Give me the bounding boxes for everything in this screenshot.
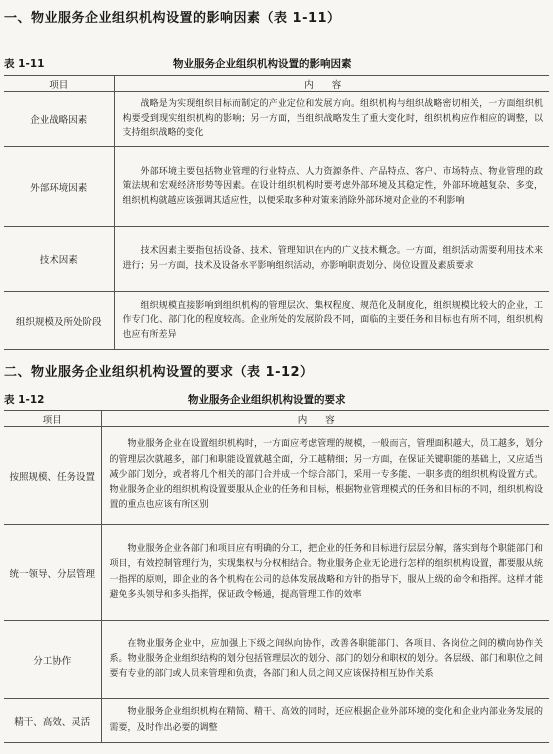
header-content: 内容	[114, 76, 549, 92]
table-header-row	[4, 411, 549, 427]
table-row	[4, 621, 549, 699]
header-item: 项目	[4, 76, 114, 92]
header-item: 项目	[4, 411, 101, 427]
row-item: 企业战略因素	[4, 92, 114, 147]
row-item: 精干、高效、灵活	[4, 699, 101, 743]
table-setup-requirements	[4, 410, 549, 743]
table-row	[4, 525, 549, 621]
table-row	[4, 699, 549, 743]
row-item: 统一领导、分层管理	[4, 525, 101, 621]
table2-title: 物业服务企业组织机构设置的要求	[188, 394, 346, 406]
row-item: 技术因素	[4, 227, 114, 292]
row-item: 按照规模、任务设置	[4, 427, 101, 525]
table-row	[4, 427, 549, 525]
row-content: 物业服务企业各部门和项目应有明确的分工，把企业的任务和目标进行层层分解，落实到每个职能部门和项目，有效控制管理行为，实现集权与分权相结合。物业服务企业无论进行怎样的组织机构设置，都要服从统一指挥的原则，即企业的各个机构在公司的总体发展战略和方针的指导下，服从上级的命令和指挥。这样才能避免多头领导和多头指挥，保证政令畅通，提高管理工作的效率	[101, 525, 549, 621]
table1-title: 物业服务企业组织机构设置的影响因素	[173, 58, 352, 70]
row-item: 分工协作	[4, 621, 101, 699]
row-content: 在物业服务企业中，应加强上下级之间纵向协作，改善各职能部门、各项目、各岗位之间的横向协作关系。物业服务企业组织结构的划分包括管理层次的划分、部门的划分和职权的划分。各层级、部门和职位之间要有专业的部门或人员来管理和负责，各部门和人员之间又应该保持相互协作关系	[101, 621, 549, 699]
table2-number: 表 1-12	[4, 394, 45, 406]
header-content: 内容	[101, 411, 549, 427]
section1-title: 一、物业服务企业组织机构设置的影响因素（表 1-11）	[4, 11, 341, 26]
row-content: 组织规模直接影响到组织机构的管理层次、集权程度、规范化及制度化，组织规模比较大的企业，工作专门化、部门化的程度较高。企业所处的发展阶段不同，面临的主要任务和目标也有所不同，组织机构也应有所差异	[114, 292, 549, 350]
row-content: 物业服务企业在设置组织机构时，一方面应考虑管理的规模，一般而言，管理面积越大，员工越多，划分的管理层次就越多，部门和职能设置就越全面，分工越精细；另一方面，在保证关键职能的基础上，又应适当减少部门划分，或者将几个相关的部门合并成一个综合部门，采用一专多能、一职多责的组织机构设置方式。物业服务企业的组织机构设置要服从企业的任务和目标，根据物业管理模式的任务和目标的不同，组织机构设置的重点也应该有所区别	[101, 427, 549, 525]
table-row	[4, 92, 549, 147]
table1-number: 表 1-11	[4, 58, 45, 70]
row-content: 战略是为实现组织目标而制定的产业定位和发展方向。组织机构与组织战略密切相关，一方面组织机构要受到现实组织机构的影响；另一方面，当组织战略发生了重大变化时，组织机构应作相应的调整，以支持组织战略的变化	[114, 92, 549, 147]
table-header-row	[4, 76, 549, 92]
table-row	[4, 292, 549, 350]
table-row	[4, 227, 549, 292]
row-content: 外部环境主要包括物业管理的行业特点、人力资源条件、产品特点、客户、市场特点、物业管理的政策法规和宏观经济形势等因素。在设计组织机构时要考虑外部环境及其稳定性，外部环境越复杂、多变，组织机构就越应该强调其适应性，以便采取多种对策来消除外部环境对企业的不利影响	[114, 147, 549, 227]
table-row	[4, 147, 549, 227]
section2-title: 二、物业服务企业组织机构设置的要求（表 1-12）	[4, 365, 314, 380]
row-item: 组织规模及所处阶段	[4, 292, 114, 350]
row-content: 物业服务企业组织机构在精简、精干、高效的同时，还应根据企业外部环境的变化和企业内部业务发展的需要，及时作出必要的调整	[101, 699, 549, 743]
table-influence-factors	[4, 75, 549, 350]
row-content: 技术因素主要指包括设备、技术、管理知识在内的广义技术概念。一方面，组织活动需要利用技术来进行；另一方面，技术及设备水平影响组织活动，亦影响职责划分、岗位设置及素质要求	[114, 227, 549, 292]
row-item: 外部环境因素	[4, 147, 114, 227]
